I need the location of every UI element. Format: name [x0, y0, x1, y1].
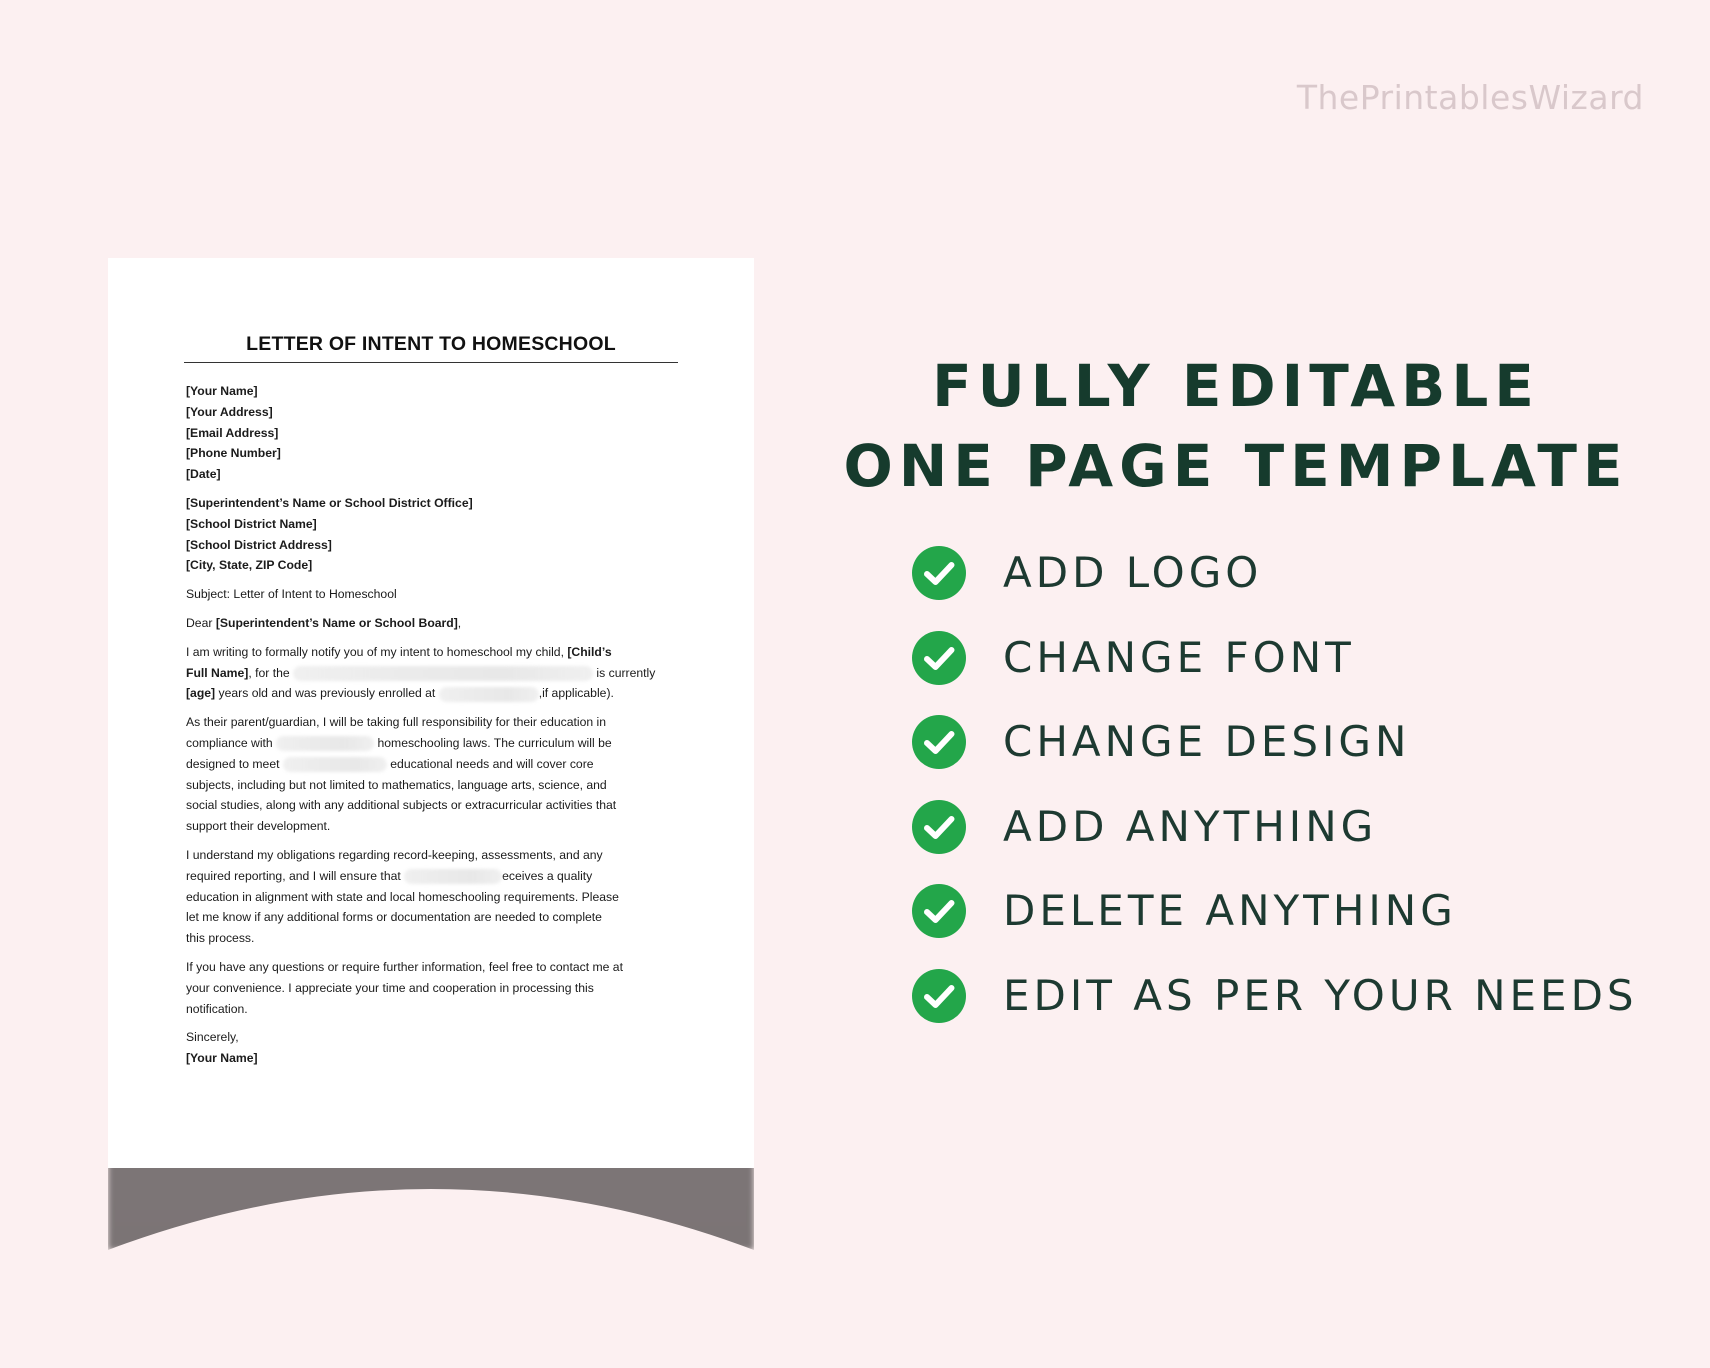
recipient-address: [School District Address] — [186, 537, 332, 552]
redacted-text — [276, 736, 374, 751]
p3-line: let me know if any additional forms or documentation are needed to complete — [186, 910, 602, 925]
feature-label: EDIT AS PER YOUR NEEDS — [1003, 970, 1638, 1020]
headline-line-1: FULLY EDITABLE — [932, 352, 1540, 420]
p4-line: notification. — [186, 1001, 248, 1016]
recipient-city: [City, State, ZIP Code] — [186, 558, 313, 573]
p1-child-cont: Full Name] — [186, 665, 249, 680]
redacted-text — [293, 666, 593, 681]
p1-text: is currently — [593, 665, 656, 680]
feature-label: ADD ANYTHING — [1003, 801, 1378, 851]
p1-text: ,if applicable). — [538, 686, 614, 701]
greeting-prefix: Dear — [186, 615, 216, 630]
p2-line: support their development. — [186, 819, 331, 834]
greeting — [186, 613, 676, 634]
sender-name: [Your Name] — [186, 384, 258, 398]
subject-line: Subject: Letter of Intent to Homeschool — [186, 587, 397, 602]
paragraph-3 — [186, 845, 676, 949]
headline-line-2: ONE PAGE TEMPLATE — [843, 432, 1629, 500]
document-preview — [108, 258, 754, 1268]
signature: [Your Name] — [186, 1051, 258, 1066]
p2-text: homeschooling laws. The curriculum will be — [374, 735, 612, 750]
greeting-suffix: , — [457, 615, 462, 630]
feature-label: CHANGE FONT — [1003, 632, 1355, 682]
p1-text: years old and was previously enrolled at — [215, 686, 439, 701]
redacted-text — [283, 757, 387, 772]
redacted-text — [439, 687, 539, 702]
sender-address: [Your Address] — [186, 404, 273, 419]
p2-text: designed to meet — [186, 756, 283, 771]
p2-line: As their parent/guardian, I will be taking full responsibility for their education in — [186, 715, 607, 730]
feature-label: DELETE ANYTHING — [1003, 886, 1457, 935]
check-circle-icon — [912, 884, 966, 938]
greeting-recipient: [Superintendent’s Name or School Board] — [215, 615, 458, 630]
recipient-name: [Superintendent’s Name or School District Office] — [186, 495, 473, 510]
check-circle-icon — [912, 800, 966, 854]
sender-phone: [Phone Number] — [186, 446, 281, 461]
p2-text: educational needs and will cover core — [386, 756, 594, 771]
p2-text: compliance with — [186, 735, 277, 750]
p3-text: required reporting, and I will ensure that — [186, 868, 405, 883]
paragraph-4 — [186, 957, 676, 1019]
closing-block — [186, 1027, 676, 1069]
redacted-text — [404, 869, 502, 884]
p3-text: eceives a quality — [502, 868, 593, 883]
paragraph-1 — [186, 642, 676, 704]
p3-line: I understand my obligations regarding record-keeping, assessments, and any — [186, 847, 603, 862]
sender-date: [Date] — [186, 467, 221, 482]
check-circle-icon — [912, 631, 966, 685]
p3-line: this process. — [186, 931, 255, 946]
closing: Sincerely, — [186, 1030, 239, 1045]
feature-label: ADD LOGO — [1003, 548, 1263, 597]
recipient-block — [186, 493, 676, 576]
document-page — [108, 258, 754, 1168]
headline — [796, 346, 1676, 506]
p2-line: social studies, along with any additional subjects or extracurricular activities that — [186, 798, 617, 813]
p3-line: education in alignment with state and local homeschooling requirements. Please — [186, 889, 619, 904]
sender-block — [186, 381, 676, 485]
check-circle-icon — [912, 969, 966, 1023]
p1-text: I am writing to formally notify you of my intent to homeschool my child, — [186, 644, 568, 659]
paragraph-2 — [186, 712, 676, 837]
p1-child: [Child’s — [567, 644, 612, 659]
p1-text: , for the — [248, 665, 294, 680]
p2-line: subjects, including but not limited to mathematics, language arts, science, and — [186, 777, 607, 792]
p4-line: your convenience. I appreciate your time and cooperation in processing this — [186, 980, 594, 995]
feature-label: CHANGE DESIGN — [1003, 717, 1411, 766]
check-circle-icon — [912, 715, 966, 769]
check-circle-icon — [912, 546, 966, 600]
recipient-district: [School District Name] — [186, 516, 317, 531]
sender-email: [Email Address] — [186, 425, 279, 440]
p4-line: If you have any questions or require further information, feel free to contact me at — [186, 959, 623, 974]
p1-age: [age] — [186, 686, 216, 701]
watermark: ThePrintablesWizard — [1296, 78, 1644, 117]
document-title: LETTER OF INTENT TO HOMESCHOOL — [184, 333, 678, 363]
